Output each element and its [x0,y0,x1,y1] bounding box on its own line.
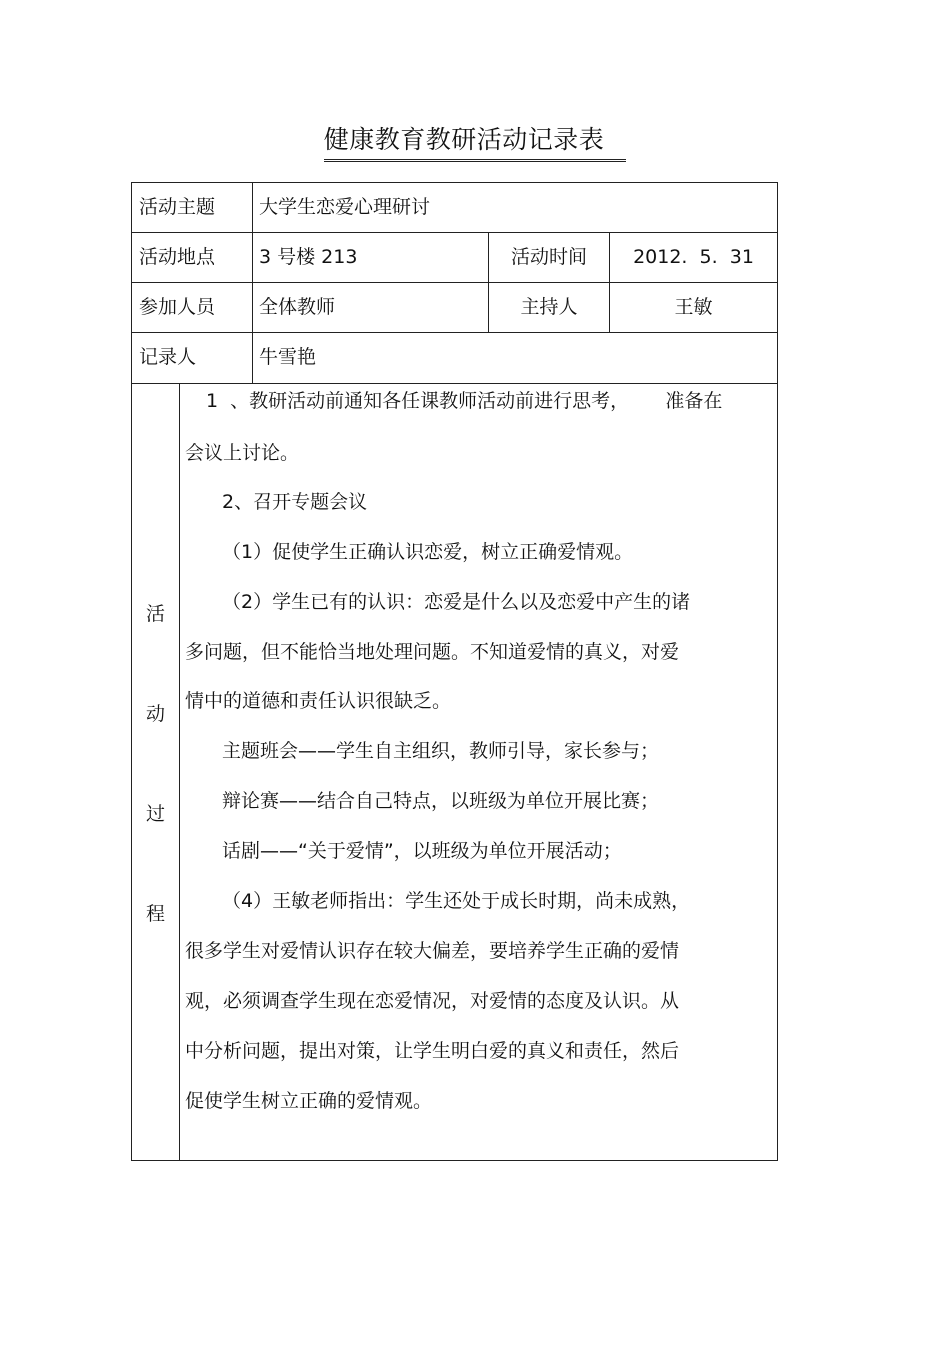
participants-value: 全体教师 [259,296,336,318]
row-divider [132,232,777,233]
process-line: 2、召开专题会议 [222,491,368,513]
process-label-char: 活 [145,603,165,625]
recorder-value: 牛雪艳 [259,346,317,368]
process-line: 主题班会——学生自主组织，教师引导，家长参与； [222,740,660,762]
time-label: 活动时间 [510,246,587,268]
process-line: 观，必须调查学生现在恋爱情况，对爱情的态度及认识。从 [185,990,680,1012]
row-divider [132,332,777,333]
process-line: 中分析问题，提出对策，让学生明白爱的真义和责任，然后 [185,1040,680,1062]
host-label: 主持人 [520,296,578,318]
process-line: （2）学生已有的认识：恋爱是什么以及恋爱中产生的诸 [222,591,691,613]
process-line: （1）促使学生正确认识恋爱，树立正确爱情观。 [222,541,634,563]
participants-label: 参加人员 [139,296,216,318]
record-form [131,182,778,1161]
recorder-label: 记录人 [139,346,197,368]
process-label-char: 程 [145,903,165,925]
process-line: 话剧——“关于爱情”，以班级为单位开展活动； [222,840,622,862]
document-title: 健康教育教研活动记录表 [324,124,627,162]
process-line: 1 、教研活动前通知各任课教师活动前进行思考， 准备在 [206,390,723,412]
title-wrap [0,124,950,162]
row-divider [132,282,777,283]
theme-value: 大学生恋爱心理研讨 [259,196,431,218]
row-divider [132,383,777,384]
process-line: （4）王敏老师指出：学生还处于成长时期，尚未成熟， [222,890,691,912]
location-label: 活动地点 [139,246,216,268]
process-line: 促使学生树立正确的爱情观。 [185,1090,433,1112]
column-divider [252,183,253,383]
process-label-char: 动 [145,703,165,725]
process-line: 多问题，但不能恰当地处理问题。不知道爱情的真义，对爱 [185,641,680,663]
process-line: 辩论赛——结合自己特点，以班级为单位开展比赛； [222,790,660,812]
host-value: 王敏 [674,296,713,318]
process-line: 情中的道德和责任认识很缺乏。 [185,690,452,712]
column-divider [179,383,180,1160]
process-line: 很多学生对爱情认识存在较大偏差，要培养学生正确的爱情 [185,940,680,962]
time-value: 2012. 5. 31 [633,246,754,268]
process-line: 会议上讨论。 [185,442,300,464]
theme-label: 活动主题 [139,196,216,218]
process-label-char: 过 [145,803,165,825]
location-value: 3 号楼 213 [259,246,358,268]
